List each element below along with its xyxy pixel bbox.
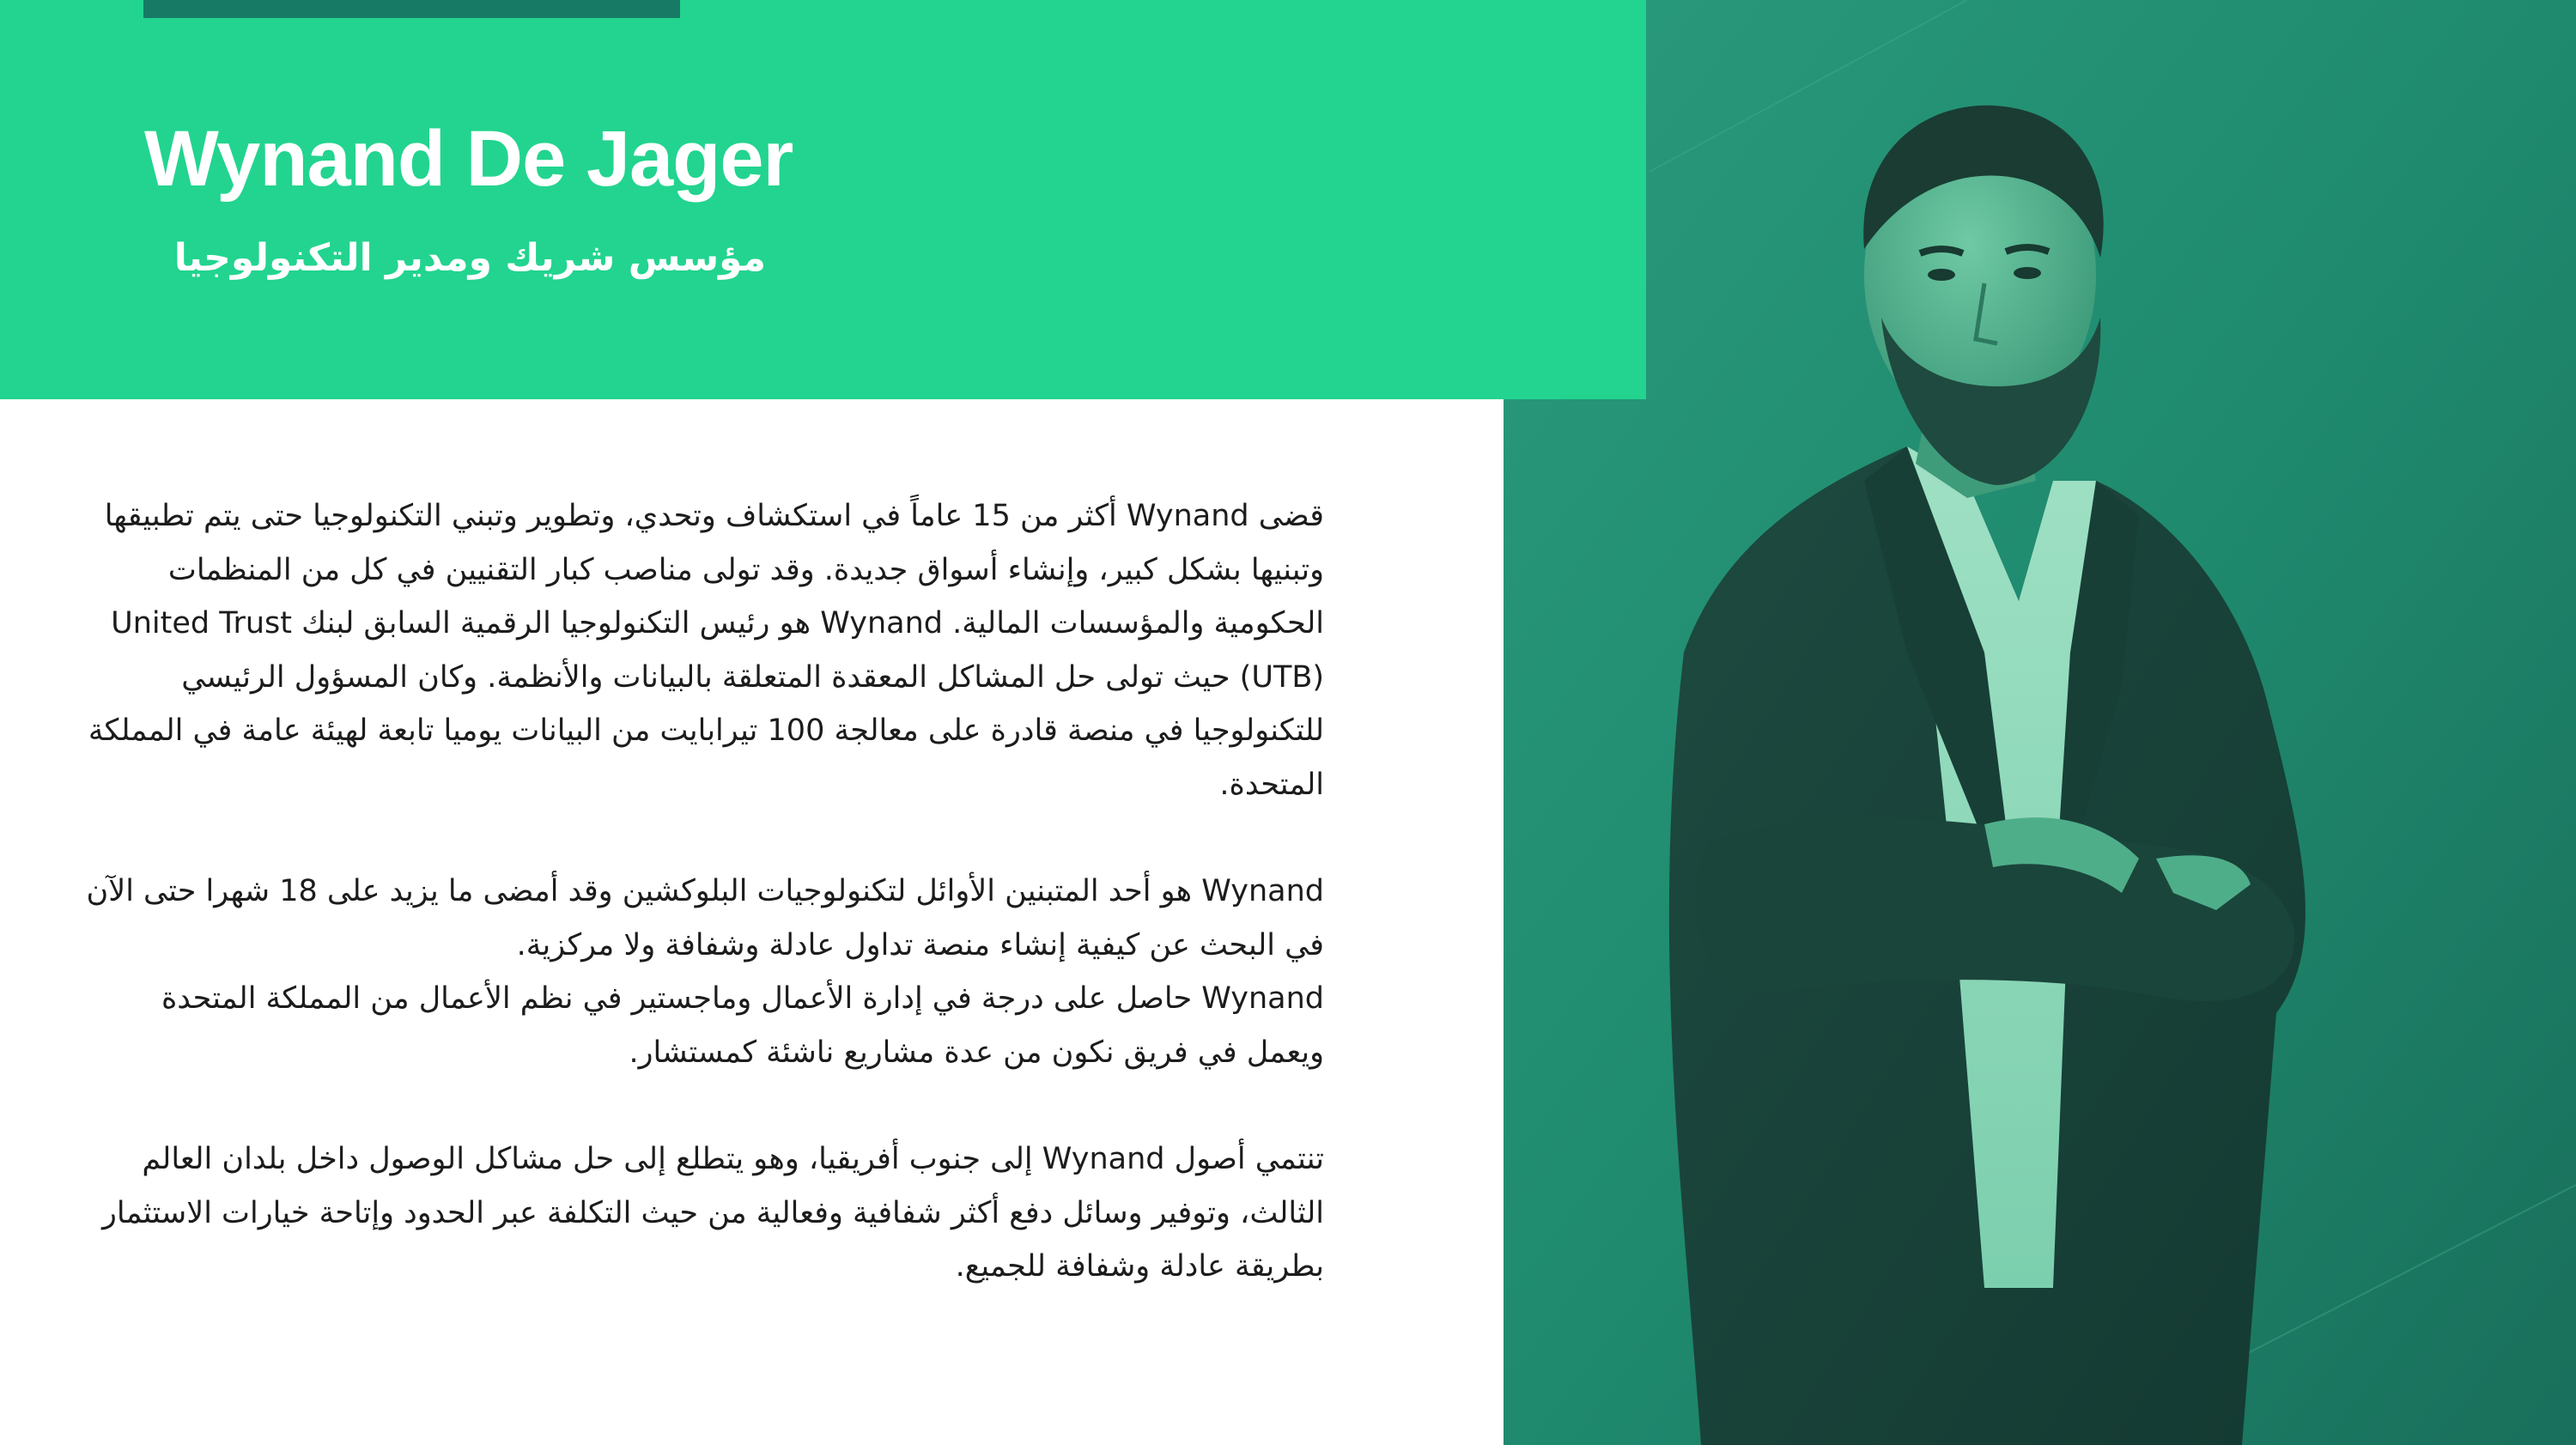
bio-paragraph: Wynand هو أحد المتبنين الأوائل لتكنولوجيات البلوكشين وقد أمضى ما يزيد على 18 شهرا حتى الآن في البحث عن كيفية إنشاء منصة تداول عادلة وشفافة ولا مركزية. xyxy=(86,874,1324,962)
portrait-photo xyxy=(1504,0,2576,1445)
person-name: Wynand De Jager xyxy=(144,115,793,203)
bio-paragraph: تنتمي أصول Wynand إلى جنوب أفريقيا، وهو يتطلع إلى حل مشاكل الوصول داخل بلدان العالم الثالث، وتوفير وسائل دفع أكثر شفافية وفعالية من حيث التكلفة عبر الحدود وإتاحة خيارات الاستثمار بطريقة عادلة وشفافة للجميع. xyxy=(102,1142,1324,1284)
paragraph-spacer xyxy=(79,811,1324,865)
bio-paragraph: Wynand حاصل على درجة في إدارة الأعمال وماجستير في نظم الأعمال من المملكة المتحدة ويعمل في فريق نكون من عدة مشاريع ناشئة كمستشار. xyxy=(161,981,1324,1070)
header-banner xyxy=(0,0,1646,399)
person-role: مؤسس شريك ومدير التكنولوجيا xyxy=(173,236,766,280)
bio-text xyxy=(79,489,1324,1294)
bio-paragraph: قضى Wynand أكثر من 15 عاماً في استكشاف وتحدي، وتطوير وتبني التكنولوجيا حتى يتم تطبيقها وتبنيها بشكل كبير، وإنشاء أسواق جديدة. وقد تولى مناصب كبار التقنيين في كل من المنظمات الحكومية والمؤسسات المالية. Wynand هو رئيس التكنولوجيا الرقمية السابق لبنك United Trust (UTB) حيث تولى حل المشاكل المعقدة المتعلقة بالبيانات والأنظمة. وكان المسؤول الرئيسي للتكنولوجيا في منصة قادرة على معالجة 100 تيرابايت من البيانات يوميا تابعة لهيئة عامة في المملكة المتحدة. xyxy=(88,499,1324,802)
top-accent-bar xyxy=(143,0,680,18)
paragraph-spacer xyxy=(79,1079,1324,1132)
